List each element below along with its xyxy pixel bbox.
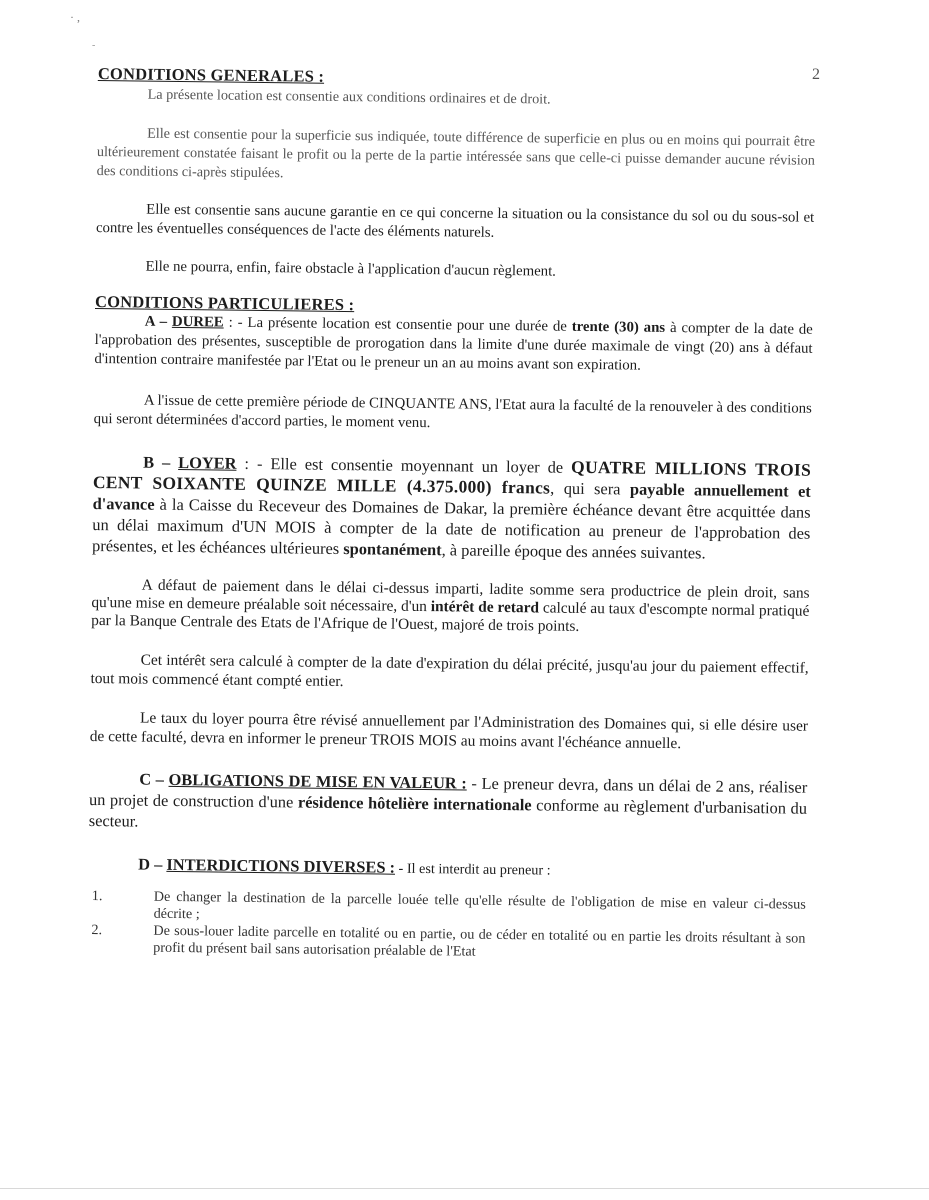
clause-text: , qui sera (550, 478, 631, 499)
paragraph: Elle est consentie pour la superficie sus indiquée, toute différence de superficie en plus ou en moins qui pourrait être ultérieurement constatée faisant le profit ou la perte de la partie intéressée sans que celle-ci puisse demander aucune révision des conditions ci-après stipulées. (96, 125, 816, 182)
scan-speck: · , (70, 10, 80, 24)
clause-obligations (89, 768, 808, 840)
clause-prefix: C – (139, 769, 169, 789)
clause-prefix: B – (143, 452, 179, 473)
paragraph: Elle est consentie sans aucune garantie en ce qui concerne la situation ou la consistance du sol ou du sous-sol et contre les éventuelles conséquences de l'acte des éléments naturels. (95, 201, 815, 241)
clause-loyer (92, 451, 811, 565)
list-item-number: 2. (91, 921, 103, 939)
list-item-text: De changer la destination de la parcelle louée telle qu'elle résulte de l'obligation de mise en valeur ci-dessus décrite ; (153, 888, 806, 923)
clause-text: à compter de la date de l'approbation des présentes, susceptible de prorogation dans la limite d'une durée maximale de vingt (20) ans à défaut d'intention contraire manifestée par l'Etat ou le preneur un an au moins avant son expiration. (94, 319, 813, 374)
paragraph: La présente location est consentie aux conditions ordinaires et de droit. (147, 86, 551, 108)
clause-interdictions (88, 853, 806, 885)
clause-text: calculé au taux d'escompte normal pratiqué par la Banque Centrale des Etats de l'Afrique de l'Ouest, majoré de trois points. (91, 599, 810, 635)
clause-text: A défaut de paiement dans le délai ci-dessus imparti, ladite somme sera productrice de plein droit, sans qu'une mise en demeure préalable soit nécessaire, d'un (91, 576, 810, 616)
clause-text: conforme au règlement d'urbanisation du secteur. (88, 795, 808, 831)
clause-label-interdictions: INTERDICTIONS DIVERSES : (166, 854, 396, 877)
rent-amount: QUATRE MILLIONS TROIS CENT SOIXANTE QUINZE MILLE (4.375.000) francs (92, 456, 812, 498)
clause-prefix: A – (144, 313, 173, 330)
paragraph: Elle ne pourra, enfin, faire obstacle à l'application d'aucun règlement. (145, 258, 557, 280)
clause-label-obligations: OBLIGATIONS DE MISE EN VALEUR : (168, 769, 467, 793)
clause-text: , à pareille époque des années suivantes. (441, 540, 706, 563)
section-title-conditions-particulieres: CONDITIONS PARTICULIERES : (94, 291, 355, 315)
scan-edge-line (0, 1188, 929, 1189)
clause-bold-text: payable annuellement et d'avance (92, 479, 811, 514)
clause-text: - Le preneur devra, dans un délai de 2 ans, réaliser un projet de construction d'une (88, 773, 808, 812)
document-body (87, 64, 816, 965)
paragraph: Cet intérêt sera calculé à compter de la date d'expiration du délai précité, jusqu'au jour du paiement effectif, tout mois commencé étant compté entier. (90, 651, 809, 691)
clause-text: : - Elle est consentie moyennant un loyer de (236, 453, 572, 477)
paragraph: A l'issue de cette première période de CINQUANTE ANS, l'Etat aura la faculté de la renouveler à des conditions qui seront déterminées d'accord parties, le moment venu. (93, 392, 812, 432)
clause-text: à la Caisse du Receveur des Domaines de Dakar, la première échéance devant être acquittée dans un délai maximum d'UN MOIS à compter de la date de notification au preneur de l'approbation des présentes, et les échéances ultérieures (92, 494, 811, 559)
scan-speck: - (92, 40, 96, 51)
paragraph: Le taux du loyer pourra être révisé annuellement par l'Administration des Domaines qui, si elle désire user de cette faculté, devra en informer le preneur TROIS MOIS au moins avant l'échéance annuelle. (89, 709, 809, 753)
clause-text: : - La présente location est consentie pour une durée de (223, 314, 572, 335)
clause-prefix: D – (138, 854, 167, 874)
clause-text: - Il est interdit au preneur : (394, 860, 551, 879)
clause-duree (94, 312, 813, 378)
clause-bold-text: trente (30) ans (571, 318, 666, 336)
paragraph (91, 576, 810, 639)
clause-bold-text: spontanément (343, 539, 442, 560)
clause-label-loyer: LOYER (178, 453, 237, 473)
clause-bold-text: résidence hôtelière internationale (297, 792, 532, 815)
clause-bold-text: intérêt de retard (430, 598, 540, 617)
interdictions-list (87, 888, 806, 965)
list-item-number: 1. (91, 887, 103, 905)
page-number: 2 (812, 66, 820, 83)
section-title-conditions-generales: CONDITIONS GENERALES : (97, 64, 325, 86)
clause-label-duree: DUREE (171, 313, 224, 331)
list-item-text: De sous-louer ladite parcelle en totalité ou en partie, ou de céder en totalité ou en partie les droits résultant à son profit du présent bail sans autorisation préalable de l'Etat (153, 922, 806, 960)
